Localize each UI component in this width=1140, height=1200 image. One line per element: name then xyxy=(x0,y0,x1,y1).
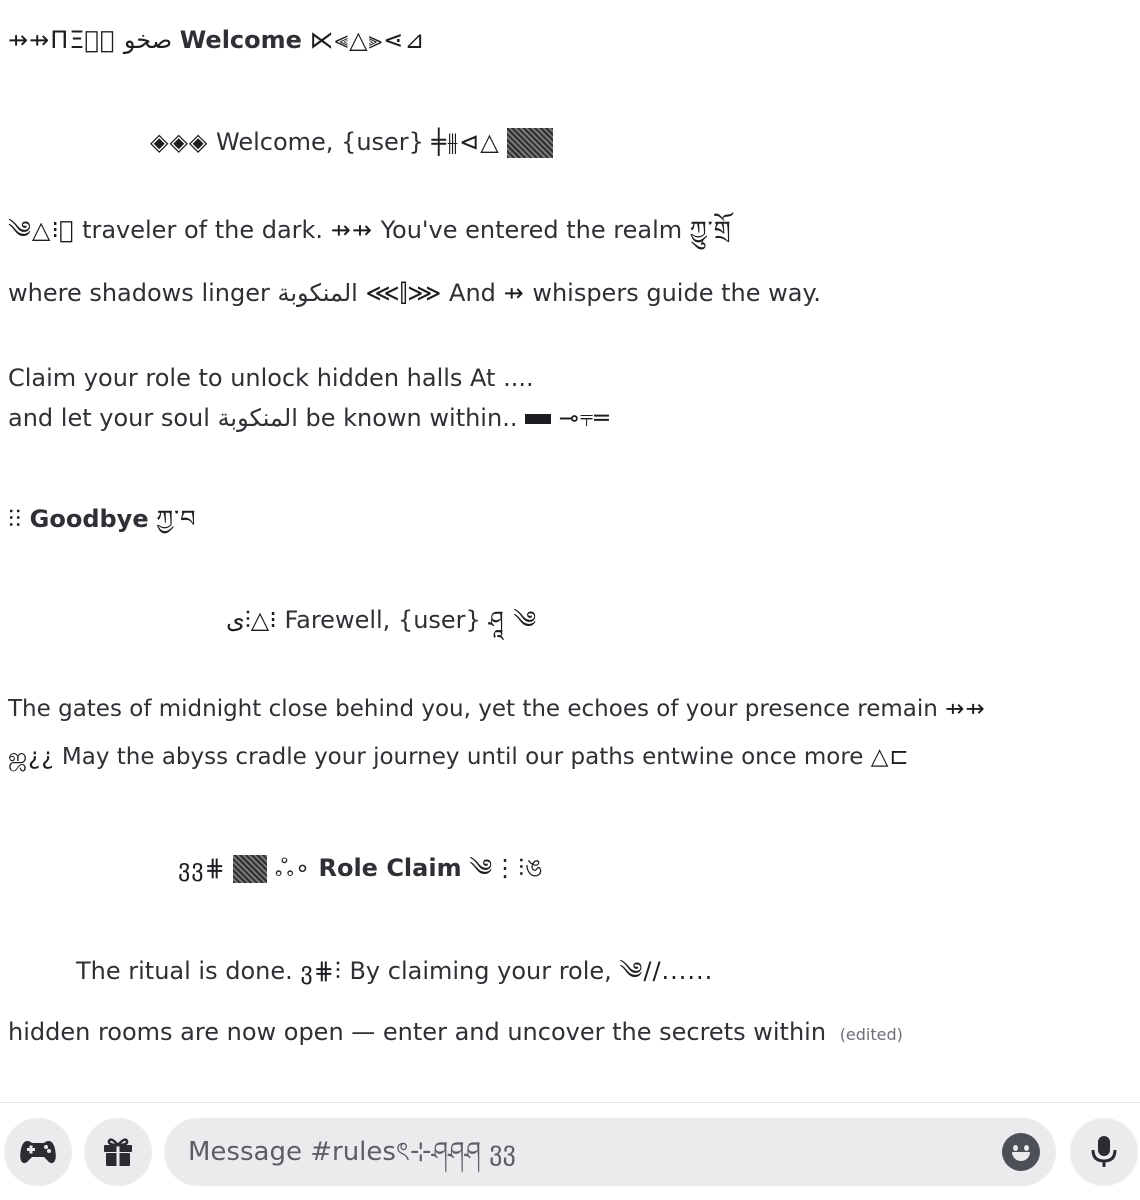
lore-line-3 xyxy=(8,362,534,394)
lore-line-2 xyxy=(8,277,821,309)
welcome-suffix-glyphs: ⋉⫷△⫸⋖⊿ xyxy=(309,26,426,54)
farewell-prefix-glyphs: ی⫶△⁝ xyxy=(226,606,277,634)
lore3-text: Claim your role to unlock hidden halls At .... xyxy=(8,364,534,392)
noise-block-icon xyxy=(233,855,267,883)
lore1-text: traveler of the dark. xyxy=(82,216,324,244)
ritual1-text2: By claiming your role, xyxy=(349,957,612,985)
roleclaim-title: Role Claim xyxy=(318,854,462,882)
lore2-mid-glyphs: ⋘⫿⋙ xyxy=(365,279,442,307)
glitch-bar-icon xyxy=(525,414,551,424)
ritual1-suffix-glyphs: ༄//...... xyxy=(619,957,714,985)
goodbye2-prefix-glyphs: ஜ¿¿ xyxy=(8,744,55,770)
roleclaim-suffix-glyphs: ༄⋮⫶ঙ xyxy=(469,854,544,882)
goodbye1-text: The gates of midnight close behind you, yet the echoes of your presence remain xyxy=(8,696,938,722)
welcome-user-line xyxy=(150,126,553,158)
lore4-text2: be known within.. xyxy=(305,404,518,432)
goodbye1-suffix-glyphs: ⇸⇸ xyxy=(945,696,986,722)
smile-icon-eye-left xyxy=(1013,1145,1018,1151)
games-button[interactable] xyxy=(4,1118,72,1186)
ritual-line-2 xyxy=(8,1016,903,1051)
noise-block-icon xyxy=(507,128,553,158)
ritual2-text: hidden rooms are now open — enter and uncover the secrets within xyxy=(8,1018,827,1046)
gamepad-icon xyxy=(18,1137,58,1167)
lore2-text4: guide the way. xyxy=(646,279,821,307)
smile-icon-mouth xyxy=(1012,1152,1030,1161)
voice-message-button[interactable] xyxy=(1070,1118,1138,1186)
smile-icon-eye-right xyxy=(1024,1145,1029,1151)
gift-icon xyxy=(101,1135,135,1169)
lore2-arabic: المنكوبة xyxy=(277,279,358,307)
lore4-arabic: المنكوبة xyxy=(217,404,298,432)
farewell-suffix-glyphs: ཤཱ ༄ xyxy=(488,606,538,634)
lore1-text2: You've entered the realm xyxy=(380,216,683,244)
lore-line-4 xyxy=(8,402,610,434)
goodbye-suffix-glyphs: ཀྱ་བ xyxy=(156,505,197,533)
lore4-text: and let your soul xyxy=(8,404,210,432)
message-input-placeholder: Message #rulesৎ⊹ཤཤཤ ვვ xyxy=(188,1137,516,1167)
goodbye-title: Goodbye xyxy=(29,505,149,533)
goodbye-line-1 xyxy=(8,693,986,725)
edited-label: (edited) xyxy=(839,1025,903,1044)
composer-divider xyxy=(0,1102,1140,1103)
welcome-heading xyxy=(8,24,425,56)
ritual1-mid-glyphs: ვ⋕⫶ xyxy=(300,957,342,985)
lore2-text2: And xyxy=(449,279,496,307)
farewell-user-line xyxy=(226,604,537,636)
message-input[interactable] xyxy=(164,1118,1056,1186)
ritual1-text: The ritual is done. xyxy=(76,957,293,985)
lore1-mid-glyphs: ⇸⇸ xyxy=(330,216,373,244)
goodbye2-text: May the abyss cradle your journey until our paths entwine once more xyxy=(61,744,864,770)
gift-button[interactable] xyxy=(84,1118,152,1186)
lore1-suffix-glyphs: ཀྱུ་གྲོ xyxy=(689,216,732,244)
microphone-icon xyxy=(1089,1134,1119,1170)
ritual-line-1 xyxy=(76,955,713,987)
welcome-title: Welcome xyxy=(179,26,302,54)
lore1-prefix-glyphs: ༄△⁝⃒ xyxy=(8,216,75,244)
welcome-user-text: Welcome, {user} xyxy=(216,128,424,156)
welcome-user-prefix-glyphs: ◈◈◈ xyxy=(150,128,209,156)
goodbye-line-2 xyxy=(8,741,910,773)
goodbye2-suffix-glyphs: △⊏ xyxy=(870,744,910,770)
emoji-button[interactable] xyxy=(1002,1133,1040,1171)
lore2-mid2-glyphs: ⇸ xyxy=(503,279,525,307)
lore4-suffix-glyphs: ⊸⫧═ xyxy=(558,404,610,432)
roleclaim-prefix-glyphs: ვვ⋕ xyxy=(178,854,226,882)
lore2-text3: whispers xyxy=(532,279,639,307)
roleclaim-heading xyxy=(178,852,544,884)
welcome-prefix-glyphs: ⇸⇸ΠΞ⃒⫼ صخو xyxy=(8,26,173,54)
lore-line-1 xyxy=(8,214,732,246)
goodbye-prefix-glyphs: ⫶⫶ xyxy=(8,505,22,533)
welcome-user-suffix-glyphs: ╪⫵⊲△ xyxy=(431,128,500,156)
lore2-text: where shadows linger xyxy=(8,279,270,307)
roleclaim-prefix2-glyphs: ஃ∘ xyxy=(275,854,311,882)
goodbye-heading xyxy=(8,503,197,535)
farewell-text: Farewell, {user} xyxy=(284,606,481,634)
